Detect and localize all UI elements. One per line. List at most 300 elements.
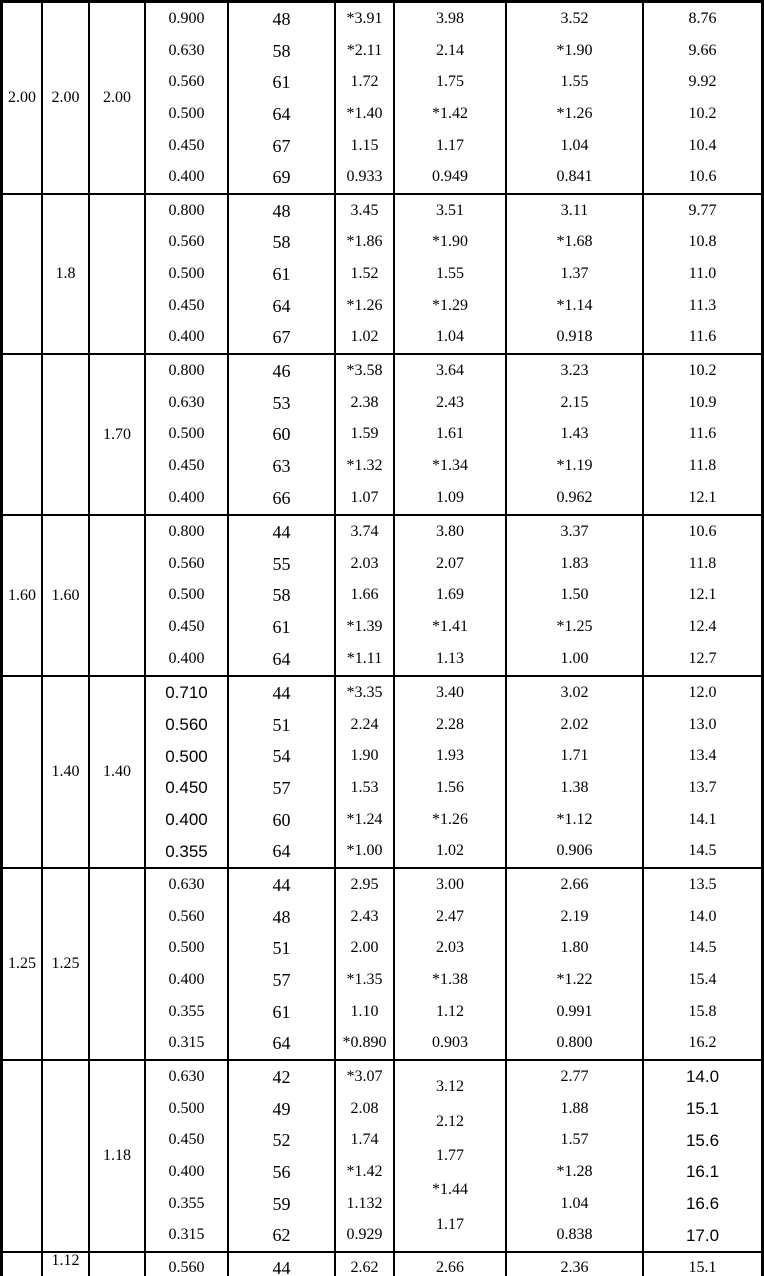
wire-dia-min-cell: 1.66 (350, 586, 379, 604)
mass-cell: 12.7 (688, 650, 717, 668)
wire-dia-max-cell: 3.37 (560, 522, 589, 540)
wire-dia-min-cell: 1.07 (350, 489, 379, 507)
table-block (3, 869, 761, 1061)
wire-dia-min-cell: 2.03 (350, 554, 379, 572)
wire-dia-max-cell: 3.23 (560, 361, 589, 379)
wire-dia-max-cell: 1.00 (560, 650, 589, 668)
mass-cell: 10.9 (688, 393, 717, 411)
wire-dia-max-cell: *1.26 (556, 104, 593, 122)
wire-dia-min-cell: *3.35 (346, 683, 383, 701)
nominal-size-col3-cell (90, 1253, 146, 1276)
wire-dia-max-cell: *1.14 (556, 296, 593, 314)
open-area-percent-cell: 61 (272, 617, 291, 638)
wire-dia-nom-cell: 1.55 (436, 264, 464, 282)
wire-dia-nom-cell-column (395, 516, 507, 675)
wire-dia-nom-cell-merged: 1.17 (436, 1216, 464, 1233)
wire-dia-max-cell-column (507, 355, 644, 514)
open-area-percent-cell: 58 (272, 585, 291, 606)
nominal-size-col2-cell (43, 516, 90, 675)
aperture-cell: 0.710 (165, 683, 208, 703)
wire-dia-nom-cell: 3.80 (436, 522, 464, 540)
aperture-cell: 0.560 (165, 715, 208, 734)
nominal-size-col1-cell (3, 355, 43, 514)
wire-dia-max-cell: 0.918 (556, 328, 593, 346)
aperture-cell: 0.400 (168, 489, 205, 507)
wire-dia-max-cell: 1.04 (560, 136, 589, 154)
wire-dia-nom-cell: *1.38 (432, 970, 468, 988)
nominal-size-col3-cell (90, 869, 146, 1059)
open-area-percent-cell: 64 (272, 295, 291, 316)
mass-cell: 10.2 (688, 104, 717, 122)
wire-dia-nom-cell: *1.29 (432, 296, 468, 314)
wire-dia-min-cell: *3.07 (346, 1067, 383, 1085)
wire-dia-min-cell-column (336, 677, 395, 867)
wire-dia-min-cell: 2.38 (350, 393, 379, 411)
aperture-cell: 0.500 (168, 1099, 205, 1117)
open-area-percent-cell: 67 (272, 327, 291, 348)
mass-cell: 12.1 (688, 586, 717, 604)
aperture-cell: 0.800 (168, 361, 205, 379)
mass-cell: 11.0 (688, 264, 717, 282)
wire-dia-max-cell-column (507, 3, 644, 193)
open-area-percent-cell: 61 (272, 263, 291, 284)
mass-cell-column (644, 516, 761, 675)
wire-dia-max-cell: 1.55 (560, 73, 589, 91)
wire-dia-nom-cell: 0.903 (432, 1034, 468, 1052)
mass-cell: 10.6 (688, 168, 717, 186)
open-area-percent-cell: 64 (272, 841, 291, 862)
wire-dia-min-cell-column (336, 195, 395, 353)
mass-cell: 10.2 (688, 361, 717, 379)
wire-dia-nom-cell: 3.98 (436, 9, 464, 27)
aperture-cell: 0.500 (168, 104, 205, 122)
nominal-size-col1-cell (3, 869, 43, 1059)
wire-dia-min-cell: 1.02 (350, 328, 379, 346)
nominal-size-col3-cell (90, 195, 146, 353)
mass-cell: 15.1 (688, 1259, 717, 1276)
wire-dia-max-cell: 1.43 (560, 425, 589, 443)
wire-dia-nom-cell: 1.93 (436, 747, 464, 765)
mass-cell: 9.66 (688, 41, 717, 59)
wire-dia-min-cell: 2.43 (350, 907, 379, 925)
wire-dia-max-cell: 3.52 (560, 9, 589, 27)
wire-dia-nom-cell: 1.69 (436, 586, 464, 604)
open-area-percent-cell: 49 (272, 1098, 291, 1119)
wire-dia-nom-cell: 3.51 (436, 201, 464, 219)
table-block (3, 677, 761, 869)
wire-dia-max-cell: 0.841 (556, 168, 593, 186)
open-area-percent-cell: 62 (272, 1225, 291, 1246)
mass-cell: 10.8 (688, 233, 717, 251)
mass-cell: 15.1 (685, 1099, 720, 1118)
mass-cell: 14.5 (688, 842, 717, 860)
nominal-size-col2-cell (43, 869, 90, 1059)
wire-dia-nom-cell: 3.40 (436, 683, 464, 701)
aperture-cell: 0.315 (168, 1034, 205, 1052)
aperture-cell-column (146, 677, 229, 867)
wire-dia-max-cell: 0.906 (556, 842, 593, 860)
wire-dia-max-cell-column (507, 516, 644, 675)
wire-dia-max-cell: 2.36 (560, 1259, 589, 1276)
table-block (3, 1253, 761, 1276)
wire-dia-max-cell: 2.15 (560, 393, 589, 411)
mass-cell-column (644, 677, 761, 867)
table-block (3, 516, 761, 677)
mass-cell: 13.5 (688, 875, 717, 893)
nominal-size-col3-cell (90, 1061, 146, 1251)
open-area-percent-cell: 44 (272, 1258, 291, 1276)
aperture-cell: 0.450 (165, 778, 208, 798)
wire-dia-min-cell: 1.59 (350, 425, 379, 443)
wire-dia-nom-cell: 3.64 (436, 361, 464, 379)
wire-dia-max-cell: 1.04 (560, 1194, 589, 1212)
aperture-cell: 0.560 (168, 73, 205, 91)
wire-dia-max-cell: 1.57 (560, 1131, 589, 1149)
wire-dia-nom-cell: *1.34 (432, 457, 468, 475)
wire-dia-max-cell: 1.71 (560, 747, 589, 765)
wire-dia-max-cell: 3.11 (560, 201, 589, 219)
mass-cell: 11.8 (688, 457, 717, 475)
aperture-cell: 0.450 (168, 296, 205, 314)
nominal-size-col1-cell (3, 516, 43, 675)
open-area-percent-cell: 58 (272, 232, 291, 253)
wire-dia-max-cell: 1.80 (560, 939, 589, 957)
aperture-cell: 0.500 (168, 939, 205, 957)
open-area-percent-cell: 57 (272, 969, 291, 990)
aperture-cell-column (146, 516, 229, 675)
mass-cell: 10.4 (688, 136, 717, 154)
open-area-percent-cell-column (229, 3, 336, 193)
wire-dia-nom-cell: 1.56 (436, 778, 464, 796)
mass-cell: 16.1 (685, 1162, 720, 1182)
wire-dia-max-cell: 1.83 (560, 554, 589, 572)
aperture-cell: 0.630 (168, 393, 205, 411)
wire-dia-nom-cell: 0.949 (432, 168, 468, 186)
wire-dia-nom-cell: 1.02 (436, 842, 464, 860)
open-area-percent-cell-column (229, 869, 336, 1059)
aperture-cell: 0.500 (165, 746, 208, 766)
aperture-cell: 0.400 (168, 970, 205, 988)
wire-dia-min-cell: 2.62 (350, 1259, 379, 1276)
table-block (3, 3, 761, 195)
wire-dia-max-cell: 2.77 (560, 1067, 589, 1085)
wire-dia-max-cell: *1.90 (556, 41, 593, 59)
wire-dia-nom-cell: 1.13 (436, 650, 464, 668)
wire-dia-min-cell: *3.58 (346, 361, 383, 379)
mass-cell-column (644, 195, 761, 353)
open-area-percent-cell: 48 (272, 200, 291, 221)
aperture-cell: 0.355 (165, 841, 208, 861)
aperture-cell: 0.450 (168, 457, 205, 475)
nominal-size-value: 1.18 (103, 1147, 131, 1164)
wire-dia-nom-cell-merged: 2.12 (436, 1113, 464, 1130)
wire-dia-min-cell: *2.11 (346, 41, 383, 59)
wire-dia-max-cell: 2.19 (560, 907, 589, 925)
wire-dia-nom-cell: 3.00 (436, 875, 464, 893)
wire-dia-nom-cell-column (395, 1253, 507, 1276)
open-area-percent-cell-column (229, 516, 336, 675)
aperture-cell: 0.315 (168, 1226, 205, 1244)
mass-cell: 14.5 (688, 939, 717, 957)
open-area-percent-cell: 44 (272, 682, 291, 703)
aperture-cell: 0.450 (168, 136, 205, 154)
aperture-cell: 0.800 (168, 201, 205, 219)
aperture-cell: 0.500 (168, 586, 205, 604)
open-area-percent-cell: 57 (272, 777, 291, 798)
wire-dia-min-cell: *3.91 (346, 9, 383, 27)
open-area-percent-cell: 64 (272, 103, 291, 124)
aperture-cell: 0.400 (168, 328, 205, 346)
open-area-percent-cell: 63 (272, 456, 291, 477)
wire-dia-min-cell: 1.132 (346, 1194, 383, 1212)
aperture-cell-column (146, 355, 229, 514)
aperture-cell: 0.450 (168, 1131, 205, 1149)
mass-cell: 12.4 (688, 618, 717, 636)
wire-dia-min-cell: *1.24 (346, 810, 383, 828)
wire-dia-min-cell-column (336, 869, 395, 1059)
open-area-percent-cell: 51 (272, 714, 291, 735)
wire-dia-min-cell: *1.40 (346, 104, 383, 122)
nominal-size-col2-cell (43, 1061, 90, 1251)
table-block (3, 355, 761, 516)
nominal-size-col3-cell (90, 355, 146, 514)
mass-cell: 9.92 (688, 73, 717, 91)
wire-dia-max-cell: 2.66 (560, 875, 589, 893)
aperture-cell-column (146, 1253, 229, 1276)
wire-dia-nom-cell: 1.17 (436, 136, 464, 154)
open-area-percent-cell-column (229, 677, 336, 867)
open-area-percent-cell: 64 (272, 1033, 291, 1054)
wire-dia-nom-cell-column (395, 195, 507, 353)
wire-dia-nom-cell: 1.04 (436, 328, 464, 346)
aperture-cell: 0.800 (168, 522, 205, 540)
mass-cell: 13.4 (688, 747, 717, 765)
open-area-percent-cell: 56 (272, 1161, 291, 1182)
mass-cell: 11.6 (688, 328, 717, 346)
open-area-percent-cell: 53 (272, 392, 291, 413)
wire-dia-min-cell: 2.08 (350, 1099, 379, 1117)
nominal-size-col1-cell (3, 3, 43, 193)
wire-dia-nom-cell: *1.41 (432, 618, 468, 636)
open-area-percent-cell: 44 (272, 521, 291, 542)
wire-dia-max-cell: 0.838 (556, 1226, 593, 1244)
open-area-percent-cell: 61 (272, 72, 291, 93)
mass-cell: 14.1 (688, 810, 717, 828)
mass-cell: 12.1 (688, 489, 717, 507)
mass-cell: 13.7 (688, 778, 717, 796)
open-area-percent-cell: 51 (272, 938, 291, 959)
wire-dia-nom-cell: *1.42 (432, 104, 468, 122)
nominal-size-col2-cell (43, 195, 90, 353)
wire-dia-nom-cell-column (395, 355, 507, 514)
aperture-cell: 0.560 (168, 1259, 205, 1276)
open-area-percent-cell: 59 (272, 1193, 291, 1214)
wire-dia-max-cell: 2.02 (560, 715, 589, 733)
wire-dia-min-cell: 1.53 (350, 778, 379, 796)
open-area-percent-cell: 60 (272, 809, 291, 830)
nominal-size-value: 1.8 (55, 265, 76, 282)
wire-dia-nom-cell-merged: *1.44 (432, 1182, 468, 1199)
aperture-cell-column (146, 195, 229, 353)
mass-cell: 12.0 (688, 683, 717, 701)
wire-dia-nom-cell-column (395, 1061, 507, 1251)
wire-dia-max-cell: *1.28 (556, 1162, 593, 1180)
nominal-size-value: 1.60 (8, 586, 36, 604)
wire-dia-max-cell: 1.50 (560, 586, 589, 604)
wire-dia-max-cell: *1.25 (556, 618, 593, 636)
nominal-size-col2-cell (43, 3, 90, 193)
mass-cell: 15.8 (688, 1002, 717, 1020)
mass-cell: 10.6 (688, 522, 717, 540)
aperture-cell: 0.450 (168, 618, 205, 636)
mass-cell: 15.6 (685, 1130, 720, 1150)
nominal-size-value: 2.00 (51, 89, 80, 106)
mass-cell: 16.6 (685, 1194, 720, 1214)
wire-dia-min-cell: *1.39 (346, 618, 383, 636)
wire-dia-nom-cell: 1.12 (436, 1002, 464, 1020)
open-area-percent-cell: 64 (272, 649, 291, 670)
wire-dia-max-cell: 0.991 (556, 1002, 593, 1020)
nominal-size-col3-cell (90, 677, 146, 867)
wire-dia-min-cell-column (336, 3, 395, 193)
wire-dia-max-cell-column (507, 1253, 644, 1276)
nominal-size-col1-cell (3, 677, 43, 867)
nominal-size-value: 1.25 (8, 955, 36, 972)
aperture-cell-column (146, 869, 229, 1059)
wire-dia-min-cell: 0.929 (346, 1226, 383, 1244)
wire-dia-min-cell: *0.890 (342, 1034, 387, 1052)
nominal-size-col2-cell (43, 1253, 90, 1276)
nominal-size-value: 1.40 (51, 763, 80, 780)
aperture-cell: 0.400 (168, 1162, 205, 1180)
wire-dia-nom-cell-merged: 3.12 (436, 1079, 464, 1096)
mass-cell: 11.3 (688, 296, 717, 314)
wire-dia-min-cell: *1.86 (346, 233, 383, 251)
wire-dia-nom-cell: 2.43 (436, 393, 464, 411)
wire-dia-nom-cell: 2.47 (436, 907, 464, 925)
nominal-size-value: 2.00 (103, 89, 131, 106)
wire-dia-max-cell: *1.68 (556, 233, 593, 251)
open-area-percent-cell: 48 (272, 8, 291, 29)
wire-dia-max-cell: *1.12 (556, 810, 593, 828)
aperture-cell: 0.400 (168, 168, 205, 186)
open-area-percent-cell: 69 (272, 167, 291, 188)
wire-dia-min-cell: 3.74 (350, 522, 379, 540)
wire-dia-min-cell: 2.24 (350, 715, 379, 733)
wire-dia-min-cell: *1.26 (346, 296, 383, 314)
wire-dia-nom-cell: *1.90 (432, 233, 468, 251)
wire-dia-min-cell: *1.32 (346, 457, 383, 475)
wire-dia-max-cell: 1.37 (560, 264, 589, 282)
wire-dia-min-cell: *1.35 (346, 970, 383, 988)
aperture-cell: 0.500 (168, 425, 205, 443)
mass-cell: 11.8 (688, 554, 717, 572)
open-area-percent-cell: 61 (272, 1001, 291, 1022)
mass-cell: 14.0 (685, 1067, 720, 1087)
wire-dia-max-cell: 0.962 (556, 489, 593, 507)
mass-cell: 8.76 (688, 9, 717, 27)
open-area-percent-cell: 66 (272, 488, 291, 509)
wire-dia-max-cell: 3.02 (560, 683, 589, 701)
table-block (3, 1061, 761, 1253)
nominal-size-col3-cell (90, 516, 146, 675)
mass-cell: 14.0 (688, 907, 717, 925)
nominal-size-col3-cell (90, 3, 146, 193)
open-area-percent-cell: 54 (272, 746, 291, 767)
wire-dia-nom-cell-column (395, 677, 507, 867)
open-area-percent-cell-column (229, 355, 336, 514)
mass-cell: 15.4 (688, 970, 717, 988)
open-area-percent-cell-column (229, 195, 336, 353)
wire-dia-min-cell: 2.00 (350, 939, 379, 957)
table-block (3, 195, 761, 355)
wire-dia-min-cell: *1.00 (346, 842, 383, 860)
wire-dia-max-cell: *1.22 (556, 970, 593, 988)
wire-dia-nom-cell: 2.14 (436, 41, 464, 59)
nominal-size-col1-cell (3, 1061, 43, 1251)
aperture-cell: 0.900 (168, 9, 205, 27)
wire-dia-min-cell: 3.45 (350, 201, 379, 219)
aperture-cell: 0.500 (168, 264, 205, 282)
aperture-cell: 0.400 (165, 810, 208, 830)
wire-dia-nom-cell-column (395, 3, 507, 193)
wire-dia-nom-cell: 1.09 (436, 489, 464, 507)
wire-dia-max-cell-column (507, 869, 644, 1059)
aperture-cell: 0.355 (168, 1002, 205, 1020)
open-area-percent-cell: 67 (272, 135, 291, 156)
mass-cell: 17.0 (685, 1225, 720, 1245)
aperture-cell: 0.560 (168, 233, 205, 251)
open-area-percent-cell: 60 (272, 424, 291, 445)
wire-dia-nom-cell: 2.07 (436, 554, 464, 572)
nominal-size-value: 1.12 (51, 1252, 80, 1269)
nominal-size-value: 1.60 (51, 586, 80, 604)
aperture-cell: 0.630 (168, 875, 205, 893)
nominal-size-col1-cell (3, 1253, 43, 1276)
wire-dia-max-cell: *1.19 (556, 457, 593, 475)
wire-dia-min-cell: 1.90 (350, 747, 379, 765)
mass-cell-column (644, 1061, 761, 1251)
wire-dia-nom-cell: 2.66 (436, 1259, 464, 1276)
wire-dia-min-cell: 1.72 (350, 73, 379, 91)
open-area-percent-cell: 52 (272, 1130, 291, 1151)
wire-dia-max-cell-column (507, 195, 644, 353)
wire-dia-min-cell: 1.10 (350, 1002, 379, 1020)
aperture-cell: 0.560 (168, 907, 205, 925)
mass-cell: 9.77 (688, 201, 717, 219)
wire-dia-min-cell: *1.11 (346, 650, 383, 668)
mass-cell: 16.2 (688, 1034, 717, 1052)
mass-cell-column (644, 3, 761, 193)
wire-dia-max-cell-column (507, 677, 644, 867)
wire-dia-nom-cell: 2.03 (436, 939, 464, 957)
wire-dia-nom-cell-merged: 1.77 (436, 1147, 464, 1164)
wire-dia-min-cell-column (336, 516, 395, 675)
wire-dia-nom-cell-column (395, 869, 507, 1059)
nominal-size-value: 2.00 (8, 89, 36, 106)
aperture-cell: 0.560 (168, 554, 205, 572)
aperture-cell-column (146, 3, 229, 193)
wire-dia-min-cell: *1.42 (346, 1162, 383, 1180)
open-area-percent-cell: 55 (272, 553, 291, 574)
open-area-percent-cell: 44 (272, 874, 291, 895)
nominal-size-col1-cell (3, 195, 43, 353)
aperture-cell: 0.400 (168, 650, 205, 668)
wire-dia-min-cell-column (336, 1253, 395, 1276)
mass-cell: 11.6 (688, 425, 717, 443)
mass-cell-column (644, 355, 761, 514)
wire-dia-min-cell: 1.74 (350, 1131, 379, 1149)
